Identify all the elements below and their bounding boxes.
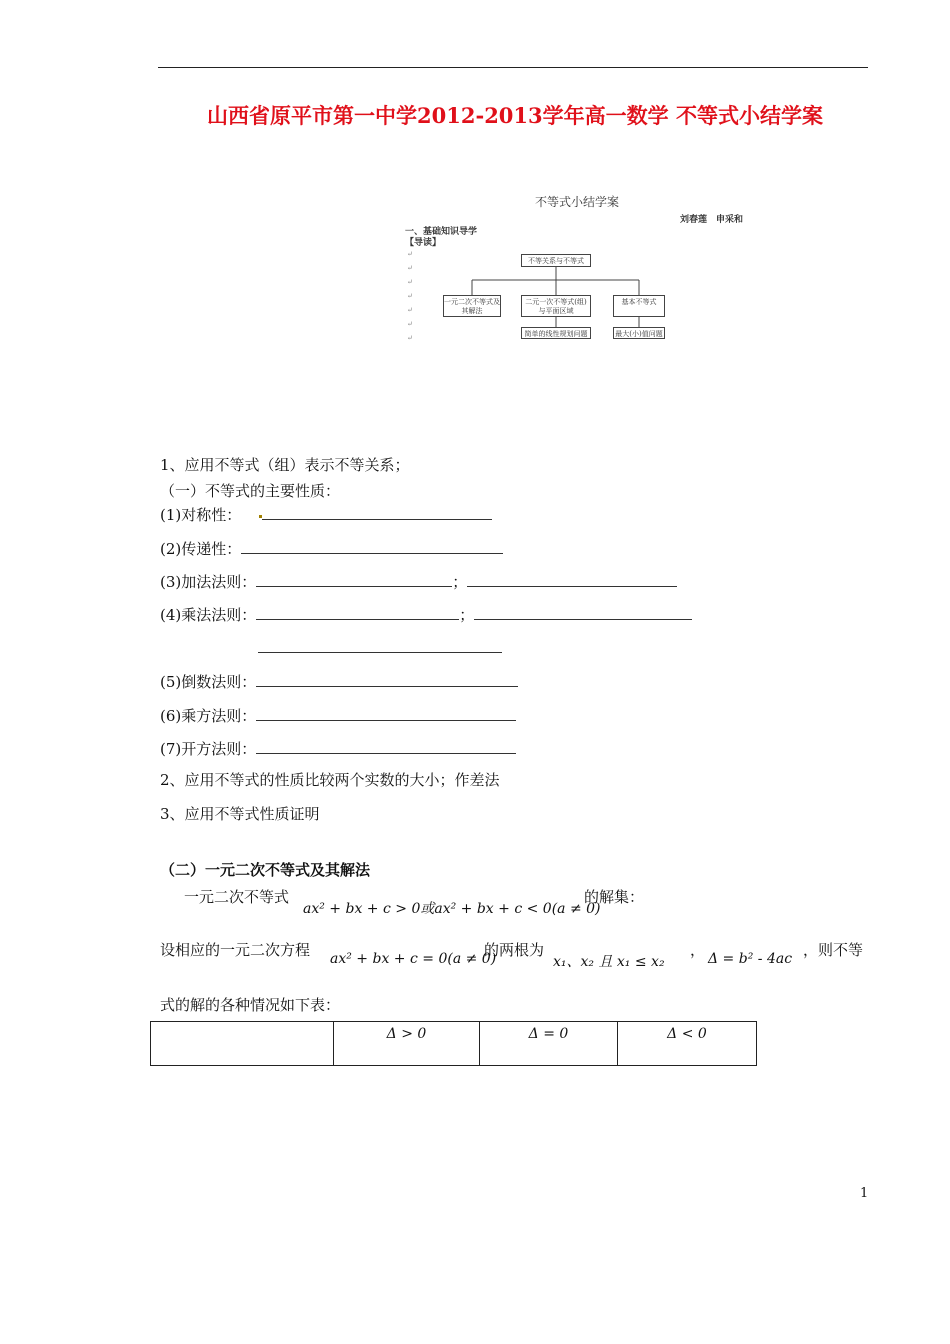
figure-authors: 刘春莲 申采和 <box>680 215 744 225</box>
paragraph-mark: ↵ <box>407 334 413 342</box>
discriminant-formula: Δ = b² - 4ac <box>708 951 793 967</box>
item-2: 2、应用不等式的性质比较两个实数的大小；作差法 <box>160 771 500 789</box>
property-7-label: (7)开方法则： <box>160 740 257 758</box>
figure-title: 不等式小结学案 <box>535 195 620 209</box>
comma: ， <box>690 941 706 959</box>
box-inequality-relations: 不等关系与不等式 <box>521 254 591 267</box>
intro-text: 一元二次不等式 <box>184 888 290 906</box>
intro-line <box>184 887 289 907</box>
blank-field[interactable] <box>258 638 502 653</box>
page-number: 1 <box>860 1186 869 1201</box>
box-linear-region: 二元一次不等式(组)与平面区域 <box>521 295 591 317</box>
roots-formula: x₁、x₂ 且 x₁ ≤ x₂ <box>553 954 665 970</box>
semicolon: ； <box>452 573 468 591</box>
sentence-tail: ，则不等 <box>803 941 864 959</box>
equation-intro: 设相应的一元二次方程 <box>160 941 311 959</box>
table-cell: Δ > 0 <box>334 1022 480 1066</box>
intro-tail: 的解集： <box>584 888 645 906</box>
property-5 <box>160 672 518 692</box>
item-1: 1、应用不等式（组）表示不等关系； <box>160 456 410 474</box>
property-2 <box>160 539 503 559</box>
property-2-label: (2)传递性： <box>160 540 242 558</box>
subheading-2: （二）一元二次不等式及其解法 <box>160 861 371 879</box>
paragraph-mark: ↵ <box>407 264 413 272</box>
property-4-label: (4)乘法法则： <box>160 606 257 624</box>
property-6-label: (6)乘方法则： <box>160 707 257 725</box>
property-1-label: (1)对称性： <box>160 506 242 524</box>
blank-field[interactable] <box>474 605 692 620</box>
roots-intro: 的两根为 <box>484 941 545 959</box>
blank-field[interactable] <box>241 539 503 554</box>
paragraph-mark: ↵ <box>407 250 413 258</box>
table-cell <box>151 1022 334 1066</box>
property-5-label: (5)倒数法则： <box>160 673 257 691</box>
box-linear-programming: 简单的线性规划问题 <box>521 327 591 339</box>
header-rule <box>158 67 868 68</box>
paragraph-mark: ↵ <box>407 306 413 314</box>
blank-field[interactable] <box>256 739 516 754</box>
subheading-1: （一）不等式的主要性质： <box>160 482 341 500</box>
equation-formula: ax² + bx + c = 0(a ≠ 0) <box>330 951 497 967</box>
paragraph-mark: ↵ <box>407 320 413 328</box>
box-extreme-value: 最大(小)值问题 <box>613 327 665 339</box>
property-1 <box>160 505 492 525</box>
property-3-label: (3)加法法则： <box>160 573 257 591</box>
paragraph-mark: ↵ <box>407 278 413 286</box>
semicolon: ； <box>459 606 475 624</box>
item-3: 3、应用不等式性质证明 <box>160 805 320 823</box>
box-quadratic-inequality: 一元二次不等式及其解法 <box>443 295 501 317</box>
table-cell: Δ < 0 <box>618 1022 757 1066</box>
blank-field[interactable] <box>262 505 492 520</box>
property-6 <box>160 706 516 726</box>
property-4 <box>160 605 692 625</box>
figure-guide: 【导读】 <box>405 238 442 248</box>
property-4-continued <box>258 638 502 658</box>
blank-field[interactable] <box>256 706 516 721</box>
blank-field[interactable] <box>256 605 459 620</box>
property-7 <box>160 739 516 759</box>
box-basic-inequality: 基本不等式 <box>613 295 665 317</box>
embedded-figure <box>395 180 760 355</box>
blank-field[interactable] <box>467 572 677 587</box>
property-3 <box>160 572 677 592</box>
page-title: 山西省原平市第一中学2012-2013学年高一数学 不等式小结学案 <box>207 103 823 128</box>
table-cell: Δ = 0 <box>480 1022 618 1066</box>
paragraph-mark: ↵ <box>407 292 413 300</box>
figure-section: 一、基础知识导学 <box>405 227 478 237</box>
sentence-continued: 式的解的各种情况如下表： <box>160 996 341 1014</box>
inequality-formula: ax² + bx + c > 0或ax² + bx + c < 0(a ≠ 0) <box>303 901 601 917</box>
table-row <box>151 1022 757 1066</box>
blank-field[interactable] <box>256 572 452 587</box>
discriminant-table <box>150 1021 757 1066</box>
blank-field[interactable] <box>256 672 518 687</box>
